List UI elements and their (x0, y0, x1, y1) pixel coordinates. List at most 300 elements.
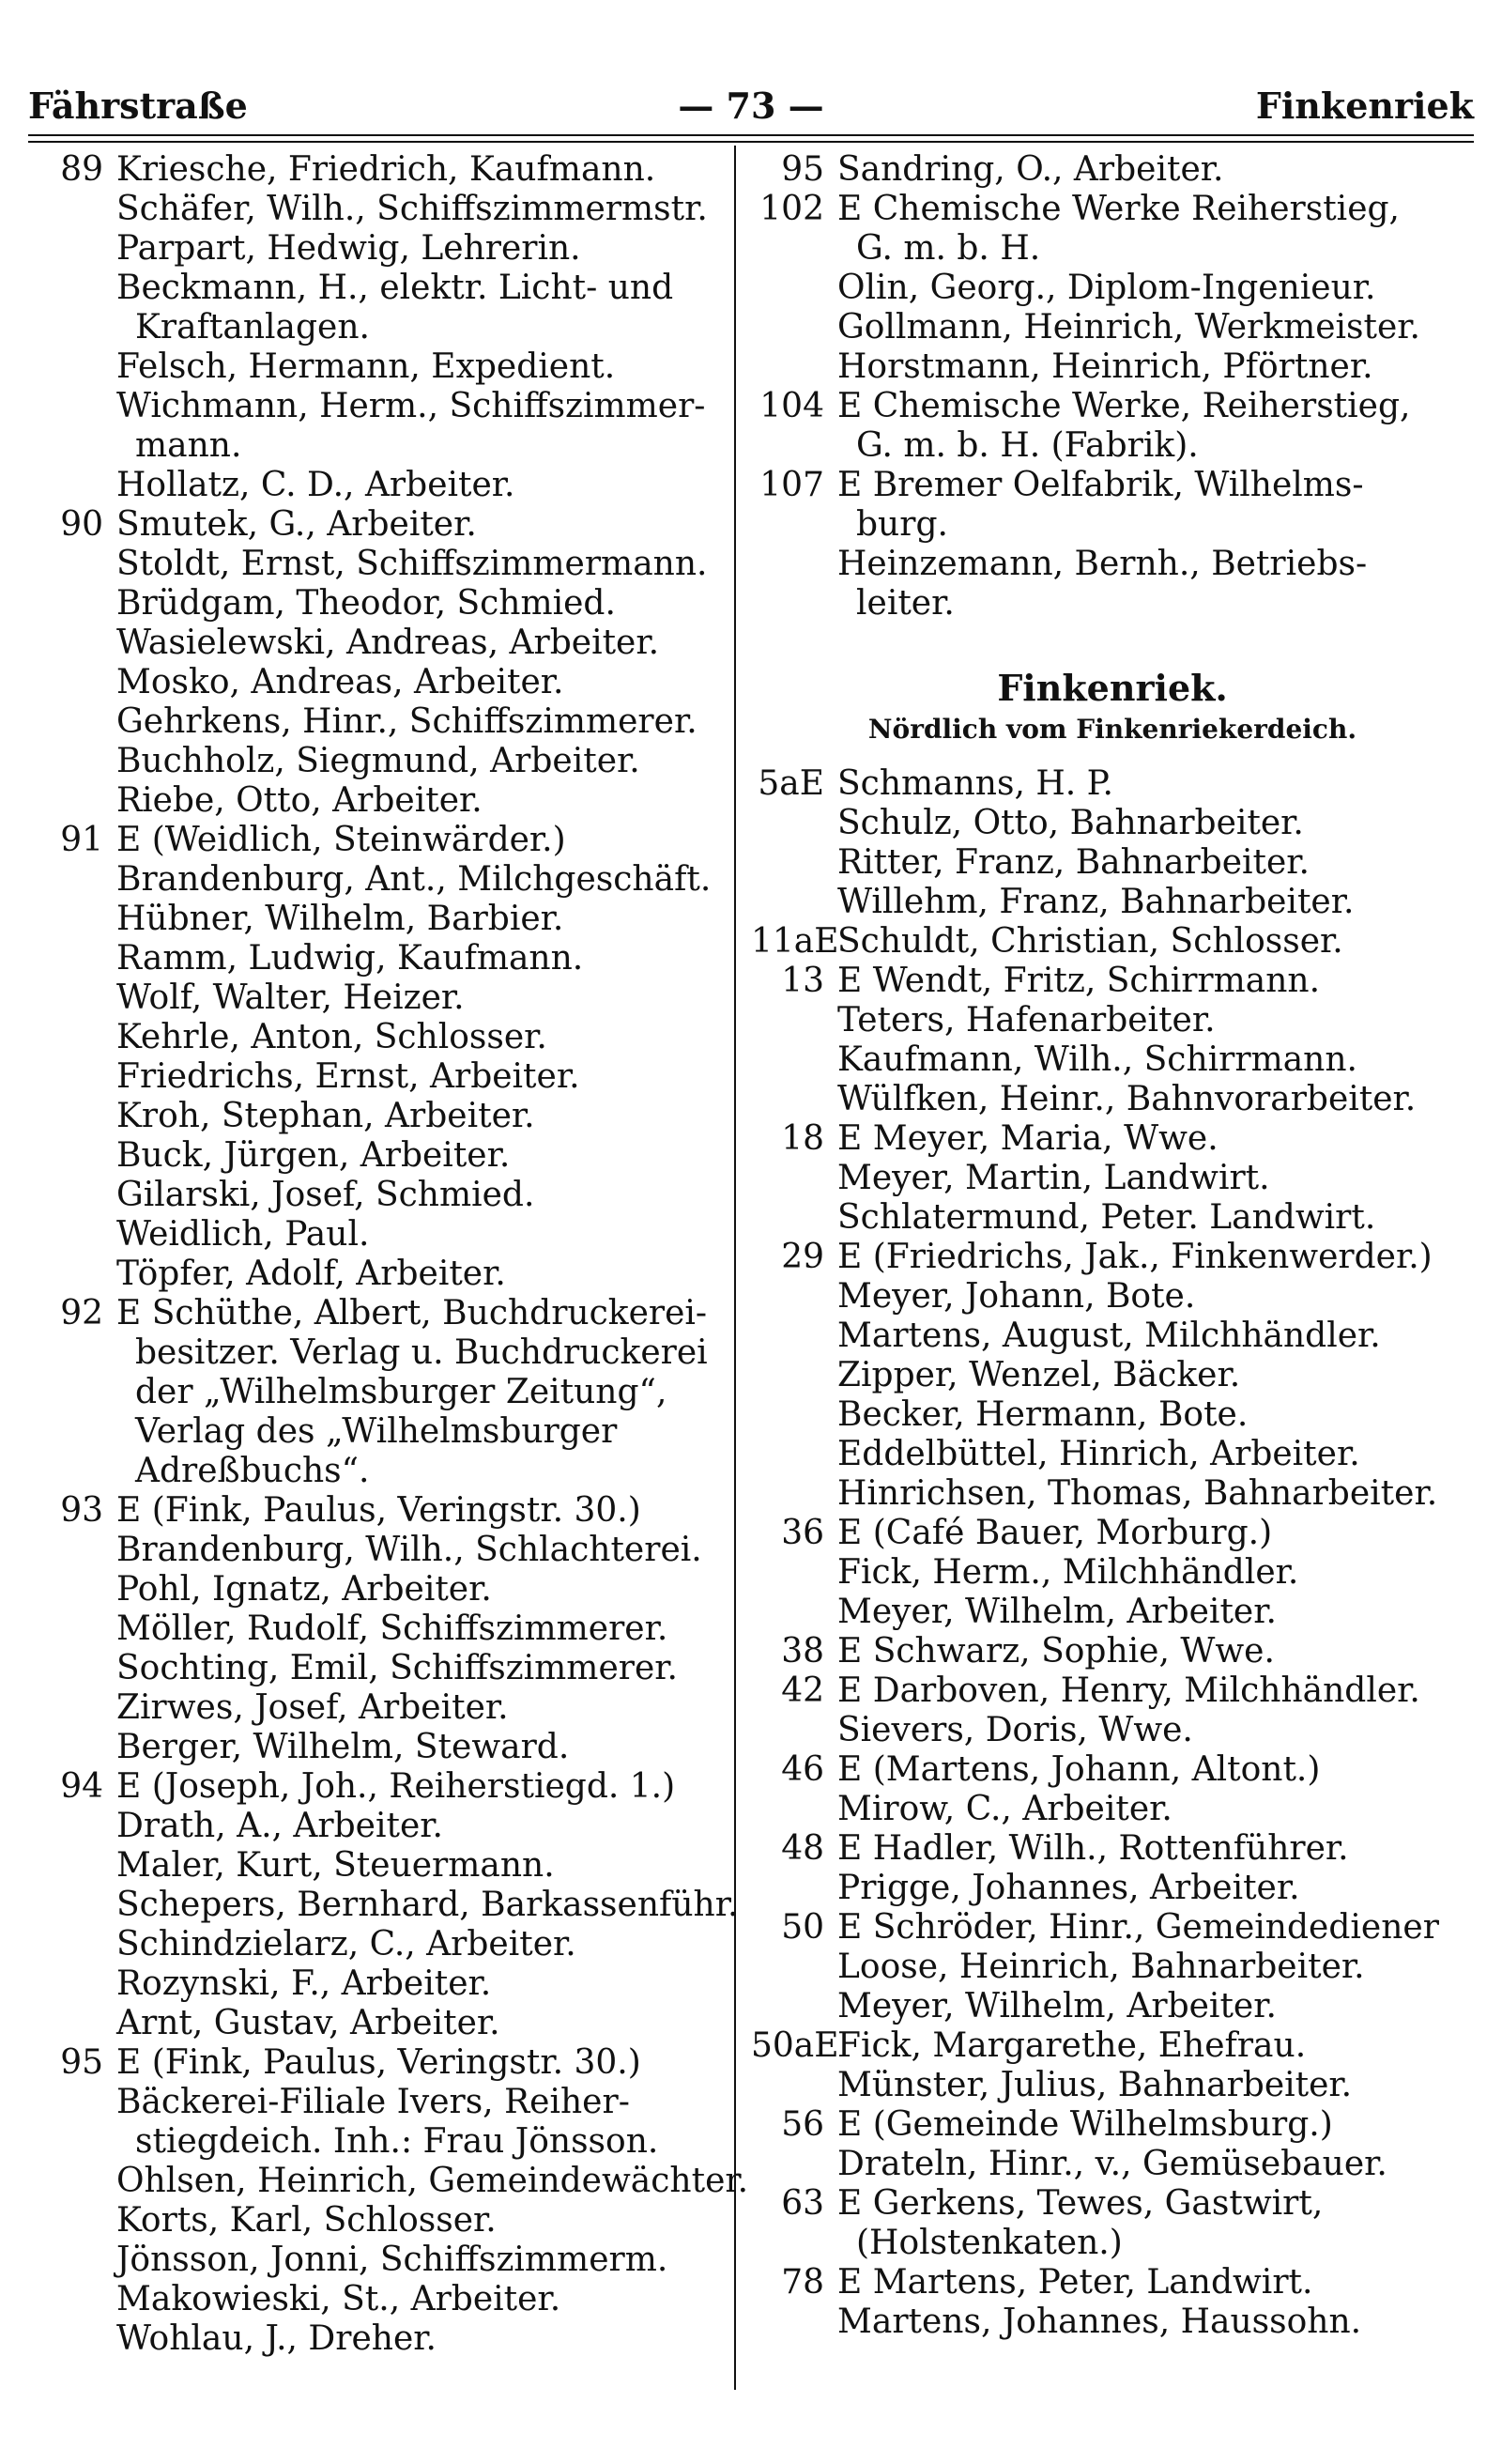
house-number (38, 1531, 103, 1570)
entry-text: Töpfer, Adolf, Arbeiter. (116, 1255, 506, 1293)
directory-entry (38, 1767, 728, 1807)
house-number: 93 (60, 1491, 103, 1530)
house-number: 90 (60, 505, 103, 544)
entry-text: Brüdgam, Theodor, Schmied. (116, 584, 616, 623)
entry-text: Meyer, Wilhelm, Arbeiter. (837, 1987, 1277, 2025)
entry-text: Prigge, Johannes, Arbeiter. (837, 1869, 1300, 1907)
entry-text: E (Fink, Paulus, Veringstr. 30.) (116, 2043, 641, 2082)
directory-entry (38, 150, 728, 190)
directory-entry (38, 584, 728, 624)
entry-text: Martens, August, Milchhändler. (837, 1317, 1381, 1355)
directory-entry (751, 922, 1464, 962)
house-number (751, 1869, 824, 1908)
house-number (751, 308, 824, 347)
entry-text: Wichmann, Herm., Schiffszimmer- (116, 387, 706, 425)
directory-entry (751, 2224, 1464, 2263)
entry-text: E Schröder, Hinr., Gemeindediener (837, 1908, 1439, 1947)
entry-text: burg. (856, 505, 948, 544)
entry-text: E Schwarz, Sophie, Wwe. (837, 1632, 1275, 1671)
section-title: Finkenriek. (997, 667, 1228, 709)
house-number: 95 (781, 150, 824, 189)
entry-text: G. m. b. H. (Fabrik). (856, 426, 1199, 465)
entry-text: Weidlich, Paul. (116, 1215, 370, 1254)
entry-text: Brandenburg, Ant., Milchgeschäft. (116, 860, 712, 899)
directory-entry (751, 2105, 1464, 2145)
entry-text: Schmanns, H. P. (837, 764, 1113, 803)
house-number (38, 663, 103, 702)
entry-text: der „Wilhelmsburger Zeitung“, (135, 1373, 667, 1411)
entry-text: E (Friedrichs, Jak., Finkenwerder.) (837, 1238, 1433, 1276)
entry-text: Verlag des „Wilhelmsburger (135, 1412, 618, 1451)
directory-entry (751, 1671, 1464, 1711)
directory-entry (751, 2145, 1464, 2184)
house-number (38, 978, 103, 1018)
entry-text: leiter. (856, 584, 955, 623)
entry-text: Hollatz, C. D., Arbeiter. (116, 466, 515, 504)
directory-entry (38, 1452, 728, 1491)
right-column (751, 150, 1464, 2342)
directory-entry (751, 1869, 1464, 1908)
directory-entry (38, 1097, 728, 1136)
entry-text: Meyer, Martin, Landwirt. (837, 1159, 1270, 1197)
entry-text: E Meyer, Maria, Wwe. (837, 1119, 1218, 1158)
entry-text: Gehrkens, Hinr., Schiffszimmerer. (116, 702, 697, 741)
entry-text: G. m. b. H. (856, 229, 1041, 268)
directory-entry (38, 190, 728, 229)
house-number: 91 (60, 821, 103, 859)
directory-entry (751, 1908, 1464, 1948)
entry-text: Hinrichsen, Thomas, Bahnarbeiter. (837, 1474, 1438, 1513)
directory-entry (38, 1925, 728, 1964)
house-number (751, 883, 824, 922)
directory-entry (38, 505, 728, 545)
entry-text: Wolf, Walter, Heizer. (116, 978, 465, 1017)
house-number (751, 843, 824, 883)
entry-text: Kaufmann, Wilh., Schirrmann. (837, 1040, 1357, 1079)
directory-entry (751, 1198, 1464, 1238)
house-number (38, 1846, 103, 1886)
house-number (751, 1356, 824, 1395)
house-number (751, 1317, 824, 1356)
entry-text: Smutek, G., Arbeiter. (116, 505, 477, 544)
entry-text: Berger, Wilhelm, Steward. (116, 1728, 570, 1766)
directory-entry (38, 2280, 728, 2319)
house-number (38, 1688, 103, 1728)
directory-entry (751, 2263, 1464, 2302)
house-number (751, 2145, 824, 2184)
house-number: 104 (759, 387, 824, 425)
house-number (751, 1198, 824, 1238)
entry-text: Riebe, Otto, Arbeiter. (116, 781, 483, 820)
entry-text: Buchholz, Siegmund, Arbeiter. (116, 742, 640, 780)
directory-entry (38, 2004, 728, 2043)
directory-entry (38, 2122, 728, 2162)
entry-text: E Gerkens, Tewes, Gastwirt, (837, 2184, 1324, 2223)
house-number (751, 1987, 824, 2026)
directory-entry (38, 466, 728, 505)
column-divider (734, 146, 736, 2390)
directory-entry (38, 1136, 728, 1176)
house-number (751, 1080, 824, 1119)
directory-entry (38, 702, 728, 742)
directory-entry (38, 1294, 728, 1333)
house-number (751, 804, 824, 843)
entry-text: Möller, Rudolf, Schiffszimmerer. (116, 1609, 668, 1648)
entry-text: E (Martens, Johann, Altont.) (837, 1750, 1321, 1789)
house-number: 94 (60, 1767, 103, 1806)
directory-entry (38, 2319, 728, 2359)
directory-entry (38, 978, 728, 1018)
entry-text: E Darboven, Henry, Milchhändler. (837, 1671, 1420, 1710)
directory-entry (38, 1649, 728, 1688)
entry-text: Mosko, Andreas, Arbeiter. (116, 663, 564, 701)
house-number: 29 (781, 1238, 824, 1276)
house-number: 102 (759, 190, 824, 228)
entry-text: Martens, Johannes, Haussohn. (837, 2302, 1362, 2341)
house-number (38, 624, 103, 663)
house-number: 38 (781, 1632, 824, 1671)
entry-text: Teters, Hafenarbeiter. (837, 1001, 1216, 1040)
directory-entry (38, 1018, 728, 1057)
entry-text: Meyer, Johann, Bote. (837, 1277, 1196, 1316)
entry-text: E (Gemeinde Wilhelmsburg.) (837, 2105, 1333, 2144)
directory-entry (38, 1373, 728, 1412)
directory-entry (38, 1255, 728, 1294)
house-number (38, 387, 103, 426)
house-number (751, 2066, 824, 2105)
directory-entry (38, 1057, 728, 1097)
house-number (38, 308, 103, 347)
entry-text: mann. (135, 426, 242, 465)
directory-entry (751, 1277, 1464, 1317)
house-number (38, 1136, 103, 1176)
directory-entry (38, 1531, 728, 1570)
directory-entry (751, 804, 1464, 843)
entry-text: Schepers, Bernhard, Barkassenführ. (116, 1886, 739, 1924)
directory-entry (751, 2066, 1464, 2105)
directory-entry (751, 2184, 1464, 2224)
directory-entry (751, 1238, 1464, 1277)
entry-text: Münster, Julius, Bahnarbeiter. (837, 2066, 1353, 2104)
entry-text: Makowieski, St., Arbeiter. (116, 2280, 561, 2318)
entry-text: Zipper, Wenzel, Bäcker. (837, 1356, 1241, 1394)
house-number (38, 1570, 103, 1609)
directory-entry (751, 1356, 1464, 1395)
directory-entry (751, 1317, 1464, 1356)
house-number (751, 584, 824, 624)
directory-entry (38, 1846, 728, 1886)
directory-entry (751, 1040, 1464, 1080)
entry-text: Arnt, Gustav, Arbeiter. (116, 2004, 500, 2042)
entry-text: Willehm, Franz, Bahnarbeiter. (837, 883, 1355, 921)
directory-entry (38, 900, 728, 939)
house-number (751, 1040, 824, 1080)
directory-entry (751, 962, 1464, 1001)
house-number: 13 (781, 962, 824, 1000)
entry-text: E Chemische Werke, Reiherstieg, (837, 387, 1411, 425)
house-number (38, 466, 103, 505)
directory-entry (38, 860, 728, 900)
house-number (751, 269, 824, 308)
house-number (751, 1474, 824, 1514)
entry-text: Horstmann, Heinrich, Pförtner. (837, 347, 1373, 386)
directory-entry (38, 2043, 728, 2083)
directory-entry (751, 2302, 1464, 2342)
right-column-bottom (751, 764, 1464, 2342)
directory-entry (38, 781, 728, 821)
entry-text: Schäfer, Wilh., Schiffszimmermstr. (116, 190, 708, 228)
directory-entry (38, 426, 728, 466)
entry-text: Stoldt, Ernst, Schiffszimmermann. (116, 545, 708, 583)
house-number: 107 (759, 466, 824, 504)
entry-text: E Wendt, Fritz, Schirrmann. (837, 962, 1321, 1000)
header-rule-top (28, 134, 1474, 136)
directory-entry (38, 2083, 728, 2122)
house-number (38, 2280, 103, 2319)
entry-text: Gollmann, Heinrich, Werkmeister. (837, 308, 1420, 346)
house-number: 50aE (751, 2026, 839, 2065)
house-number (38, 1807, 103, 1846)
directory-entry (38, 1609, 728, 1649)
house-number (38, 1609, 103, 1649)
header-street: Fährstraße (28, 85, 248, 127)
directory-entry (751, 150, 1464, 190)
house-number (38, 1097, 103, 1136)
house-number (751, 1948, 824, 1987)
entry-text: Maler, Kurt, Steuermann. (116, 1846, 555, 1885)
entry-text: Meyer, Wilhelm, Arbeiter. (837, 1593, 1277, 1631)
entry-text: Sandring, O., Arbeiter. (837, 150, 1224, 189)
directory-entry (38, 1728, 728, 1767)
page-header (28, 85, 1474, 131)
house-number (38, 1886, 103, 1925)
entry-text: E Schüthe, Albert, Buchdruckerei- (116, 1294, 708, 1332)
directory-entry (751, 1711, 1464, 1750)
entry-text: E Hadler, Wilh., Rottenführer. (837, 1829, 1349, 1868)
house-number (751, 426, 824, 466)
entry-text: Schuldt, Christian, Schlosser. (837, 922, 1343, 961)
left-column (38, 150, 749, 2359)
directory-entry (38, 821, 728, 860)
directory-entry (751, 843, 1464, 883)
directory-entry (38, 308, 728, 347)
entry-text: Kriesche, Friedrich, Kaufmann. (116, 150, 656, 189)
house-number (38, 1925, 103, 1964)
house-number: 5aE (758, 764, 824, 803)
directory-entry (38, 545, 728, 584)
page-number: — 73 — (678, 85, 824, 127)
entry-text: Jönsson, Jonni, Schiffszimmerm. (116, 2241, 668, 2279)
header-location: Finkenriek (1255, 85, 1474, 127)
directory-entry (38, 2201, 728, 2241)
house-number (38, 2201, 103, 2241)
directory-entry (751, 1435, 1464, 1474)
directory-entry (751, 1474, 1464, 1514)
house-number (751, 347, 824, 387)
house-number (38, 347, 103, 387)
house-number (751, 1435, 824, 1474)
house-number (38, 860, 103, 900)
entry-text: Drath, A., Arbeiter. (116, 1807, 443, 1845)
entry-text: E (Weidlich, Steinwärder.) (116, 821, 566, 859)
house-number (38, 1412, 103, 1452)
house-number (751, 2302, 824, 2342)
house-number (38, 1649, 103, 1688)
entry-text: Eddelbüttel, Hinrich, Arbeiter. (837, 1435, 1360, 1473)
entry-text: Pohl, Ignatz, Arbeiter. (116, 1570, 492, 1609)
entry-text: Kroh, Stephan, Arbeiter. (116, 1097, 535, 1135)
directory-entry (751, 1829, 1464, 1869)
entry-text: Brandenburg, Wilh., Schlachterei. (116, 1531, 702, 1569)
directory-entry (751, 308, 1464, 347)
directory-entry (38, 1886, 739, 1925)
section-subtitle: Nördlich vom Finkenriekerdeich. (867, 714, 1357, 745)
directory-entry (751, 1593, 1464, 1632)
right-column-top (751, 150, 1464, 624)
house-number (38, 426, 103, 466)
house-number (38, 1452, 103, 1491)
directory-entry (751, 584, 1464, 624)
house-number: 78 (781, 2263, 824, 2302)
directory-entry (751, 1395, 1464, 1435)
entry-text: E Bremer Oelfabrik, Wilhelms- (837, 466, 1364, 504)
house-number (751, 1277, 824, 1317)
house-number: 50 (781, 1908, 824, 1947)
directory-entry (751, 545, 1464, 584)
entry-text: Olin, Georg., Diplom-Ingenieur. (837, 269, 1376, 307)
house-number: 42 (781, 1671, 824, 1710)
house-number (38, 939, 103, 978)
directory-entry (751, 883, 1464, 922)
directory-entry (38, 1491, 728, 1531)
entry-text: stiegdeich. Inh.: Frau Jönsson. (135, 2122, 659, 2161)
house-number (38, 190, 103, 229)
entry-text: Drateln, Hinr., v., Gemüsebauer. (837, 2145, 1387, 2183)
entry-text: Mirow, C., Arbeiter. (837, 1790, 1172, 1828)
house-number (38, 900, 103, 939)
entry-text: Wülfken, Heinr., Bahnvorarbeiter. (837, 1080, 1417, 1118)
house-number (38, 742, 103, 781)
house-number (38, 781, 103, 821)
entry-text: E (Fink, Paulus, Veringstr. 30.) (116, 1491, 641, 1530)
directory-entry (751, 1080, 1464, 1119)
entry-text: Hübner, Wilhelm, Barbier. (116, 900, 564, 938)
directory-entry (751, 1159, 1464, 1198)
directory-entry (38, 1333, 728, 1373)
entry-text: Kehrle, Anton, Schlosser. (116, 1018, 547, 1056)
entry-text: Beckmann, H., elektr. Licht- und (116, 269, 674, 307)
house-number: 92 (60, 1294, 103, 1332)
directory-entry (38, 624, 728, 663)
entry-text: (Holstenkaten.) (856, 2224, 1123, 2262)
directory-entry (751, 190, 1464, 229)
directory-entry (38, 347, 728, 387)
house-number (38, 2319, 103, 2359)
directory-entry (751, 347, 1464, 387)
directory-entry (751, 764, 1464, 804)
directory-entry (751, 387, 1464, 426)
house-number: 18 (781, 1119, 824, 1158)
entry-text: Heinzemann, Bernh., Betriebs- (837, 545, 1368, 583)
house-number (38, 1373, 103, 1412)
directory-entry (751, 2026, 1464, 2066)
directory-entry (751, 466, 1464, 505)
house-number (751, 505, 824, 545)
directory-entry (38, 1215, 728, 1255)
directory-entry (38, 229, 728, 269)
entry-text: Loose, Heinrich, Bahnarbeiter. (837, 1948, 1365, 1986)
house-number: 46 (781, 1750, 824, 1789)
entry-text: Friedrichs, Ernst, Arbeiter. (116, 1057, 580, 1096)
entry-text: Ohlsen, Heinrich, Gemeindewächter. (116, 2162, 749, 2200)
entry-text: Sochting, Emil, Schiffszimmerer. (116, 1649, 678, 1687)
entry-text: Sievers, Doris, Wwe. (837, 1711, 1193, 1749)
house-number: 11aE (751, 922, 839, 961)
house-number: 36 (781, 1514, 824, 1552)
directory-entry (38, 1688, 728, 1728)
entry-text: Ramm, Ludwig, Kaufmann. (116, 939, 584, 978)
entry-text: Gilarski, Josef, Schmied. (116, 1176, 535, 1214)
house-number (38, 1255, 103, 1294)
entry-text: E (Café Bauer, Morburg.) (837, 1514, 1273, 1552)
house-number (751, 1711, 824, 1750)
entry-text: E (Joseph, Joh., Reiherstiegd. 1.) (116, 1767, 676, 1806)
house-number: 63 (781, 2184, 824, 2223)
house-number (38, 2162, 103, 2201)
house-number (751, 229, 824, 269)
directory-entry (751, 1632, 1464, 1671)
house-number (38, 1176, 103, 1215)
entry-text: Schlatermund, Peter. Landwirt. (837, 1198, 1376, 1237)
directory-entry (751, 1790, 1464, 1829)
directory-entry (751, 1119, 1464, 1159)
entry-text: Felsch, Hermann, Expedient. (116, 347, 616, 386)
directory-entry (751, 1514, 1464, 1553)
house-number (38, 1018, 103, 1057)
directory-entry (38, 2162, 749, 2201)
entry-text: Bäckerei-Filiale Ivers, Reiher- (116, 2083, 630, 2121)
directory-entry (38, 939, 728, 978)
directory-entry (38, 269, 728, 308)
entry-text: Parpart, Hedwig, Lehrerin. (116, 229, 581, 268)
directory-entry (38, 1412, 728, 1452)
house-number (38, 702, 103, 742)
house-number (38, 1728, 103, 1767)
entry-text: E Chemische Werke Reiherstieg, (837, 190, 1400, 228)
directory-entry (38, 1964, 728, 2004)
directory-entry (751, 1553, 1464, 1593)
entry-text: besitzer. Verlag u. Buchdruckerei (135, 1333, 708, 1372)
house-number (38, 2122, 103, 2162)
directory-entry (751, 269, 1464, 308)
directory-entry (751, 505, 1464, 545)
directory-entry (38, 1570, 728, 1609)
house-number (751, 1001, 824, 1040)
entry-text: Adreßbuchs“. (135, 1452, 370, 1490)
house-number (751, 1159, 824, 1198)
house-number (38, 2241, 103, 2280)
house-number (751, 1395, 824, 1435)
entry-text: Buck, Jürgen, Arbeiter. (116, 1136, 511, 1175)
house-number (38, 1964, 103, 2004)
entry-text: Zirwes, Josef, Arbeiter. (116, 1688, 509, 1727)
house-number (38, 545, 103, 584)
house-number (38, 269, 103, 308)
entry-text: Kraftanlagen. (135, 308, 370, 346)
entry-text: Becker, Hermann, Bote. (837, 1395, 1249, 1434)
house-number (751, 545, 824, 584)
directory-entry (751, 229, 1464, 269)
